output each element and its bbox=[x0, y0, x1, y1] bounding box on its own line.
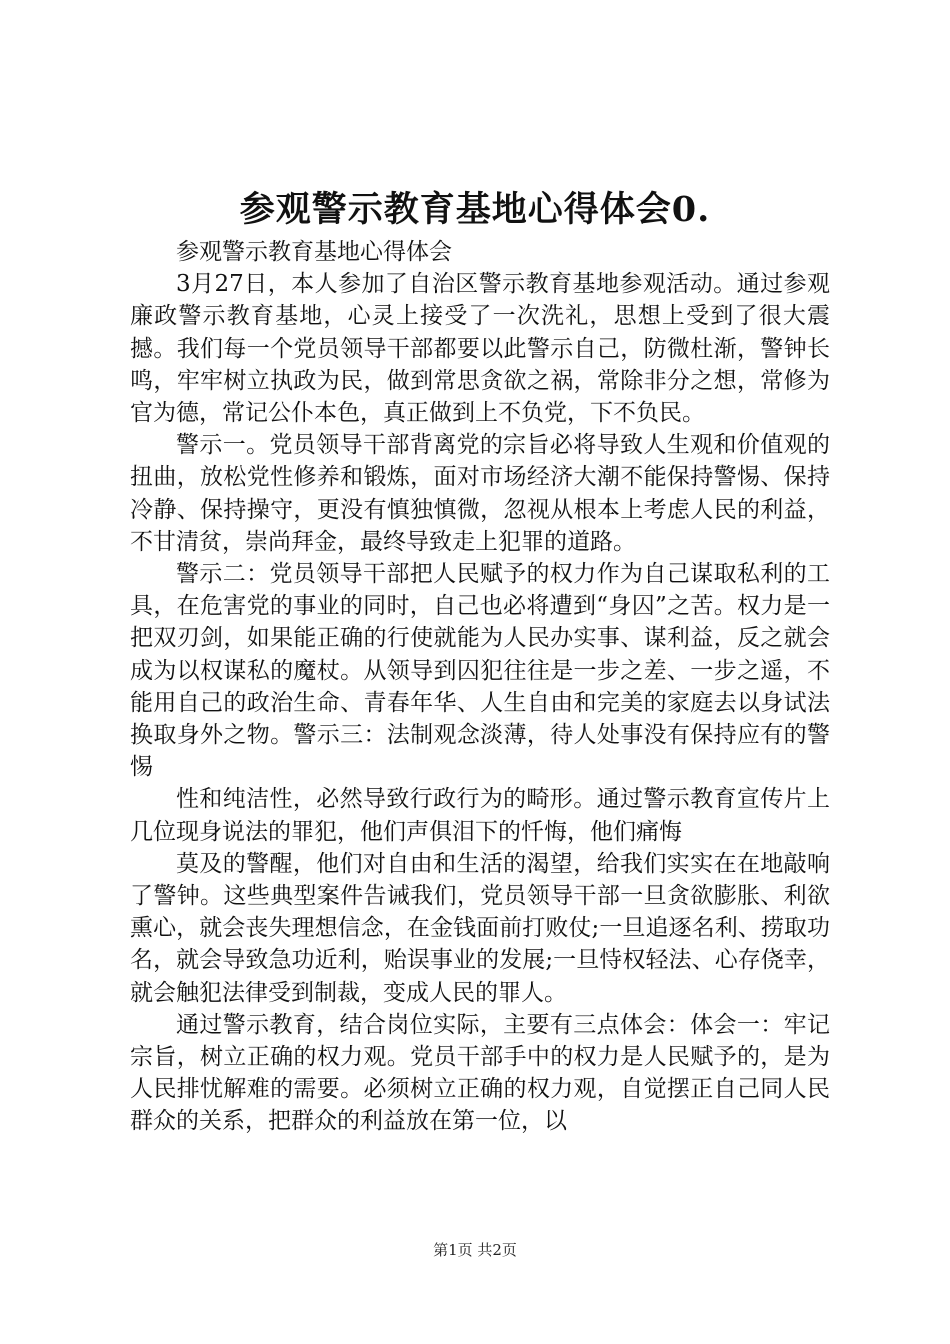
paragraph-intro: 3月27日，本人参加了自治区警示教育基地参观活动。通过参观廉政警示教育基地，心灵上接受了一次洗礼，思想上受到了很大震撼。我们每一个党员领导干部都要以此警示自己，防微杜渐，警钟长鸣，牢牢树立执政为民，做到常思贪欲之祸，常除非分之想，常修为官为德，常记公仆本色，真正做到上不负党，下不负民。 bbox=[130, 271, 830, 427]
paragraph-subtitle: 参观警示教育基地心得体会 bbox=[176, 239, 452, 265]
paragraph-continuation-one: 性和纯洁性，必然导致行政行为的畸形。通过警示教育宣传片上几位现身说法的罪犯，他们声俱泪下的忏悔，他们痛悔 bbox=[130, 786, 830, 845]
document-title: 参观警示教育基地心得体会0. bbox=[239, 189, 711, 230]
paragraph-warning-one: 警示一。党员领导干部背离党的宗旨必将导致人生观和价值观的扭曲，放松党性修养和锻炼，面对市场经济大潮不能保持警惕、保持冷静、保持操守，更没有慎独慎微，忽视从根本上考虑人民的利益，不甘清贫，崇尚拜金，最终导致走上犯罪的道路。 bbox=[130, 432, 830, 555]
paragraph-continuation-two: 莫及的警醒，他们对自由和生活的渴望，给我们实实在在地敲响了警钟。这些典型案件告诫我们，党员领导干部一旦贪欲膨胀、利欲熏心，就会丧失理想信念，在金钱面前打败仗;一旦追逐名利、捞取功名，就会导致急功近利，贻误事业的发展;一旦恃权轻法、心存侥幸，就会触犯法律受到制裁，变成人民的罪人。 bbox=[130, 850, 830, 1006]
page-number-footer: 第1页 共2页 bbox=[433, 1241, 517, 1259]
paragraph-warning-two: 警示二：党员领导干部把人民赋予的权力作为自己谋取私利的工具，在危害党的事业的同时，自己也必将遭到“身囚”之苦。权力是一把双刃剑，如果能正确的行使就能为人民办实事、谋利益，反之就会成为以权谋私的魔杖。从领导到囚犯往往是一步之差、一步之遥，不能用自己的政治生命、青春年华、人生自由和完美的家庭去以身试法换取身外之物。警示三：法制观念淡薄，待人处事没有保持应有的警惕 bbox=[130, 561, 830, 781]
document-body bbox=[130, 236, 830, 1138]
paragraph-reflections: 通过警示教育，结合岗位实际，主要有三点体会：体会一：牢记宗旨，树立正确的权力观。党员干部手中的权力是人民赋予的，是为人民排忧解难的需要。必须树立正确的权力观，自觉摆正自己同人民群众的关系，把群众的利益放在第一位，以 bbox=[130, 1011, 830, 1135]
